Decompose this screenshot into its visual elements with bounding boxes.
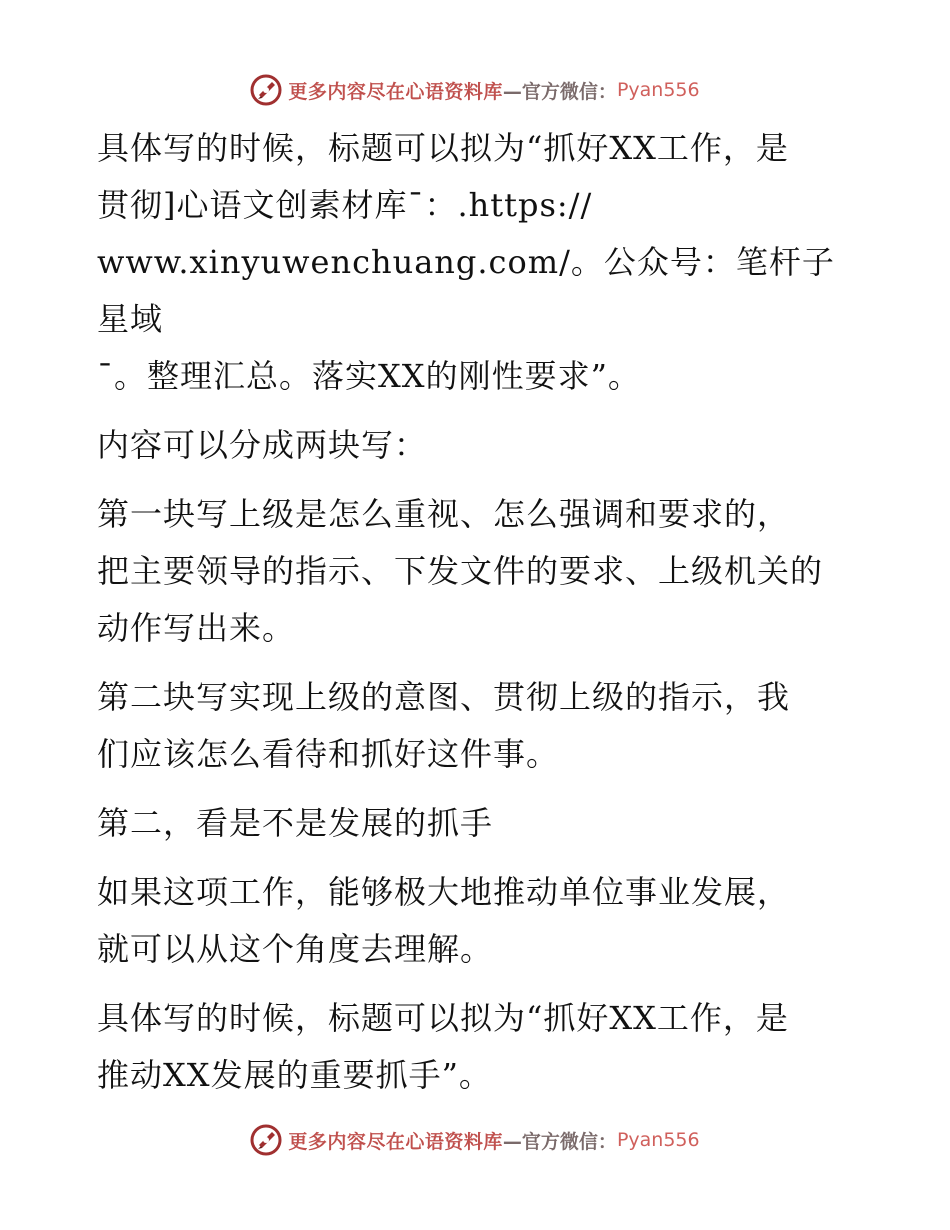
footer-banner (0, 1120, 950, 1160)
header-banner (0, 70, 950, 110)
paragraph: 第二块写实现上级的意图、贯彻上级的指示，我 们应该怎么看待和抓好这件事。 (97, 678, 791, 773)
header-banner-wechat-id: Pyan556 (616, 79, 700, 101)
logo-icon (250, 74, 282, 106)
paragraph: 第一块写上级是怎么重视、怎么强调和要求的， 把主要领导的指示、下发文件的要求、上级机关的 动作写出来。 (97, 495, 824, 647)
footer-banner-title: 更多内容尽在心语资料库 (288, 1130, 503, 1153)
paragraph: 具体写的时候，标题可以拟为“抓好XX工作，是 贯彻]心语文创素材库¯：.https:// www.xinyuwenchuang.com/。公众号：笔杆子星域 ¯。整理汇总。落实XX的刚性要求”。 (97, 129, 835, 395)
paragraph: 如果这项工作，能够极大地推动单位事业发展， 就可以从这个角度去理解。 (97, 873, 791, 968)
logo-icon (250, 1124, 282, 1156)
footer-banner-separator: —官方微信： (502, 1130, 617, 1153)
body-text (97, 120, 857, 1104)
header-banner-title: 更多内容尽在心语资料库 (288, 80, 503, 103)
paragraph: 具体写的时候，标题可以拟为“抓好XX工作，是 推动XX发展的重要抓手”。 (97, 999, 789, 1094)
paragraph: 内容可以分成两块写： (97, 426, 428, 464)
header-banner-separator: —官方微信： (502, 80, 617, 103)
footer-banner-wechat-id: Pyan556 (616, 1129, 700, 1151)
paragraph: 第二，看是不是发展的抓手 (97, 804, 494, 842)
